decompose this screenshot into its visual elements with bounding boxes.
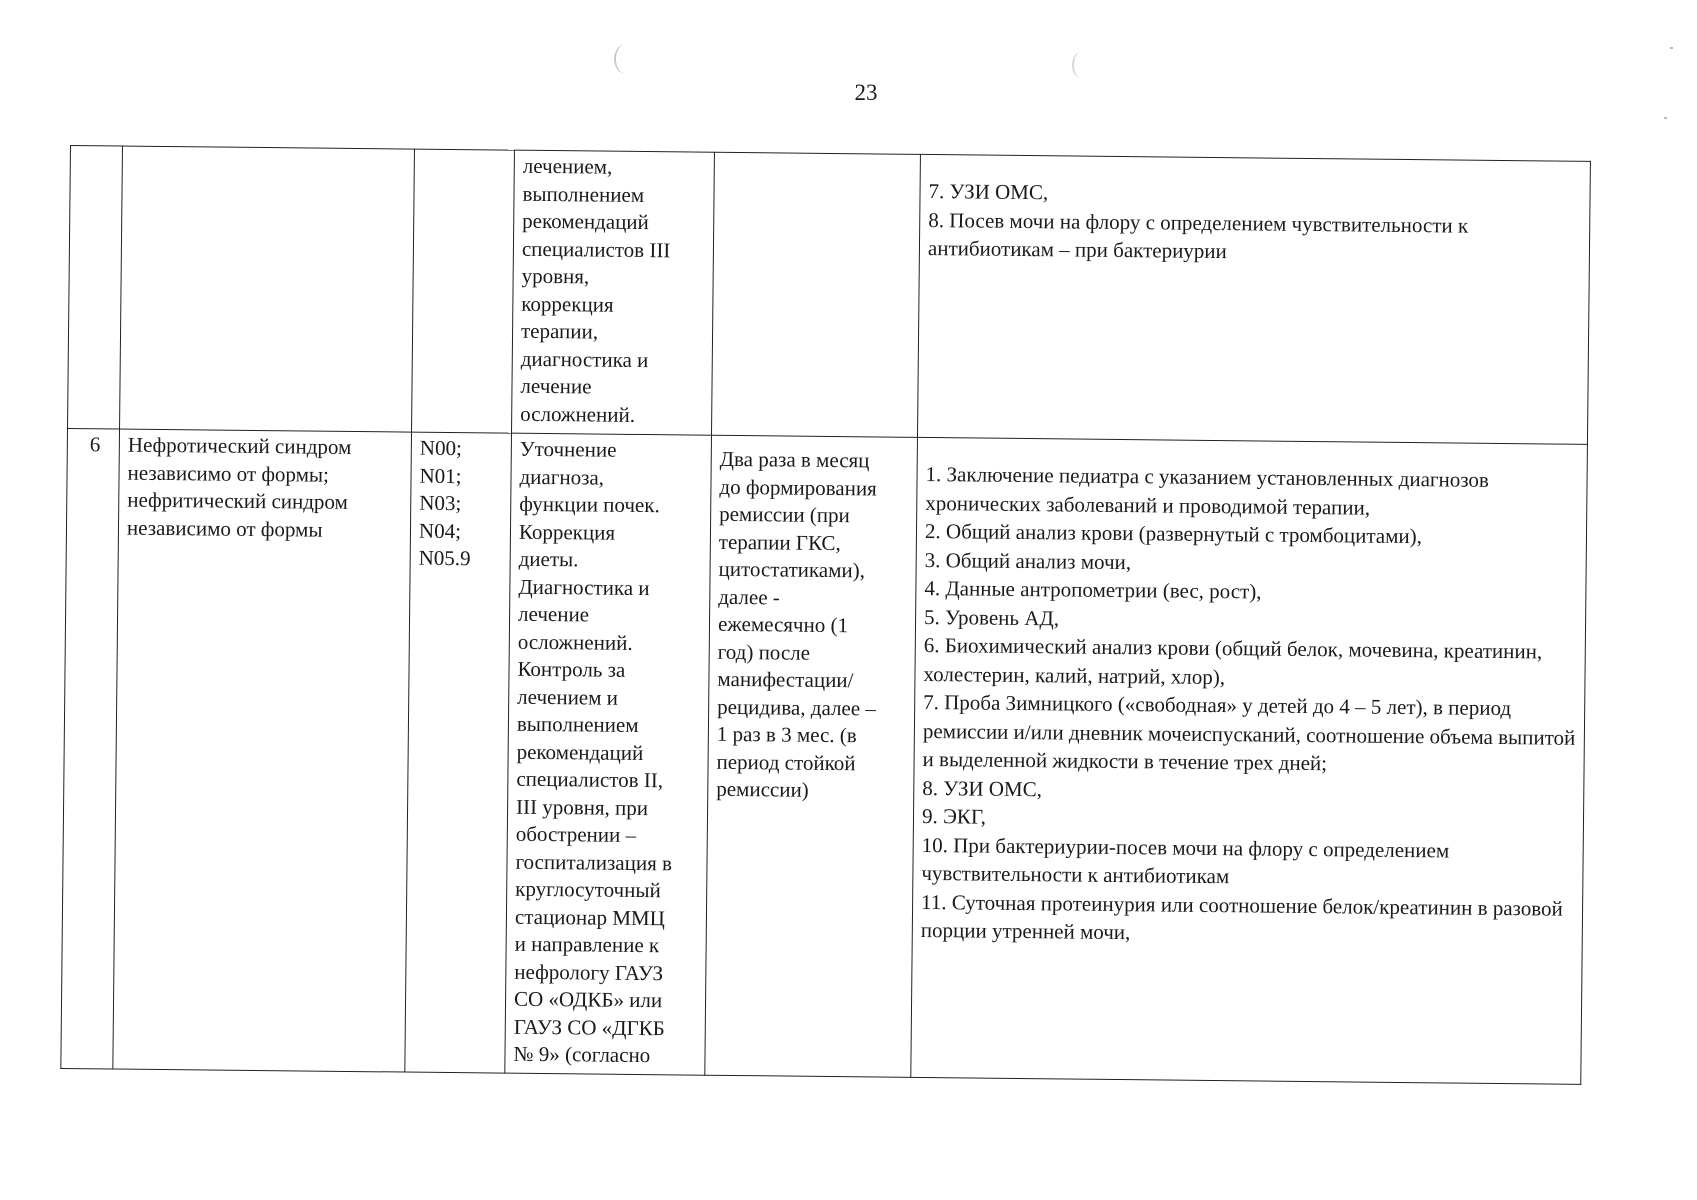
- action-line: лечение: [517, 601, 590, 627]
- examination-item: 7. УЗИ ОМС,: [928, 178, 1049, 205]
- action-line: рекомендаций: [522, 208, 649, 235]
- action-line: специалистов II,: [516, 766, 664, 793]
- cell-codes: [412, 149, 515, 433]
- action-line: диагностика и: [520, 346, 649, 372]
- frequency-line: ремиссии): [716, 776, 809, 802]
- frequency-line: ремиссии (при: [719, 501, 850, 528]
- examination-item: 7. Проба Зимницкого («свободная» у детей до 4 – 5 лет), в период ремиссии и/или дневник мочеиспусканий, соотношение объема выпитой и выделенной жидкости в течение трех дней;: [922, 689, 1576, 776]
- condition-line: независимо от формы: [126, 515, 323, 542]
- condition-line: независимо от формы;: [127, 460, 330, 487]
- examination-item: 4. Данные антропометрии (вес, рост),: [924, 575, 1262, 604]
- action-line: выполнением: [522, 181, 645, 207]
- examination-item: 5. Уровень АД,: [923, 604, 1060, 630]
- icd-code: N04;: [418, 518, 462, 543]
- cell-number: 6: [61, 428, 120, 1069]
- action-line: лечением,: [522, 153, 613, 179]
- scan-artifact: [614, 44, 638, 74]
- action-line: коррекция: [521, 291, 614, 317]
- action-line: выполнением: [516, 711, 639, 737]
- action-line: диеты.: [518, 546, 579, 572]
- table-row-continuation: [68, 146, 1591, 445]
- action-line: Контроль за: [517, 656, 626, 682]
- action-line: специалистов III: [521, 236, 671, 262]
- frequency-line: Два раза в месяц: [719, 446, 870, 473]
- action-line: Диагностика и: [518, 574, 650, 600]
- scan-artifact: [1664, 117, 1667, 119]
- icd-code: N00;: [419, 435, 462, 461]
- frequency-line: манифестации/: [717, 666, 854, 693]
- action-line: уровня,: [521, 263, 590, 289]
- action-line: III уровня, при: [515, 794, 649, 820]
- action-line: ГАУЗ СО «ДГКБ: [513, 1014, 665, 1040]
- page-number: 23: [854, 80, 878, 105]
- action-line: и направление к: [514, 931, 660, 958]
- frequency-line: 1 раз в 3 мес. (в: [716, 721, 857, 748]
- action-line: функции почек.: [519, 491, 660, 518]
- action-line: нефрологу ГАУЗ: [514, 959, 664, 985]
- frequency-line: цитостатиками),: [718, 556, 866, 583]
- document-table-wrapper: [60, 145, 1590, 1085]
- examination-item: 9. ЭКГ,: [921, 803, 987, 829]
- action-line: № 9» (согласно: [513, 1041, 651, 1068]
- condition-line: Нефротический синдром: [127, 432, 352, 459]
- frequency-line: период стойкой: [716, 749, 856, 775]
- scan-artifact: [1072, 52, 1090, 78]
- action-line: осложнений.: [517, 629, 633, 655]
- examination-item: 8. Посев мочи на флору с определением чувствительности к антибиотикам – при бактериурии: [927, 207, 1469, 264]
- examination-item: 3. Общий анализ мочи,: [924, 547, 1132, 574]
- frequency-line: до формирования: [719, 474, 877, 500]
- action-line: Уточнение: [519, 436, 617, 462]
- action-line: стационар ММЦ: [514, 904, 665, 930]
- action-line: СО «ОДКБ» или: [513, 986, 663, 1013]
- examination-item: 2. Общий анализ крови (развернутый с тромбоцитами),: [924, 518, 1423, 549]
- cell-condition: [120, 146, 415, 432]
- examination-item: 11. Суточная протеинурия или соотношение белок/креатинин в разовой порции утренней мочи,: [920, 889, 1563, 945]
- scan-artifact: [1670, 47, 1673, 49]
- action-line: круглосуточный: [515, 876, 661, 903]
- table-row-6: [61, 428, 1588, 1084]
- action-line: диагноза,: [519, 464, 605, 490]
- cell-examinations: [911, 437, 1588, 1084]
- action-line: госпитализация в: [515, 849, 673, 875]
- cell-frequency: [711, 152, 920, 437]
- action-line: терапии,: [520, 318, 599, 344]
- icd-code: N05.9: [418, 545, 471, 571]
- icd-code: N03;: [419, 490, 462, 516]
- action-line: лечение: [520, 373, 592, 399]
- action-line: лечением и: [517, 684, 619, 710]
- cell-frequency: [705, 435, 918, 1077]
- frequency-line: рецидива, далее –: [717, 694, 877, 720]
- frequency-line: ежемесячно (1: [717, 611, 849, 638]
- action-line: Коррекция: [518, 519, 616, 545]
- icd-code: N01;: [419, 463, 462, 488]
- examination-item: 6. Биохимический анализ крови (общий белок, мочевина, креатинин, холестерин, калий, натрий, хлор),: [923, 632, 1543, 689]
- examination-item: 8. УЗИ ОМС,: [922, 775, 1043, 801]
- cell-examinations: [917, 154, 1590, 444]
- action-line: осложнений.: [520, 401, 636, 427]
- action-line: рекомендаций: [516, 739, 644, 765]
- cell-actions: [505, 433, 712, 1075]
- action-line: обострении –: [515, 821, 637, 847]
- frequency-line: далее -: [718, 584, 780, 609]
- clinical-observation-table: [60, 145, 1591, 1085]
- condition-line: нефритический синдром: [127, 487, 349, 514]
- frequency-line: терапии ГКС,: [718, 529, 841, 555]
- examination-item: 1. Заключение педиатра с указанием установленных диагнозов хронических заболеваний и проводимой терапии,: [925, 461, 1490, 520]
- cell-actions: [512, 150, 715, 435]
- examination-item: 10. При бактериурии-посев мочи на флору с определением чувствительности к антибиотикам: [921, 832, 1450, 889]
- cell-condition: [113, 429, 412, 1072]
- cell-codes: [405, 432, 512, 1073]
- frequency-line: год) после: [717, 639, 811, 665]
- cell-number: [68, 146, 123, 430]
